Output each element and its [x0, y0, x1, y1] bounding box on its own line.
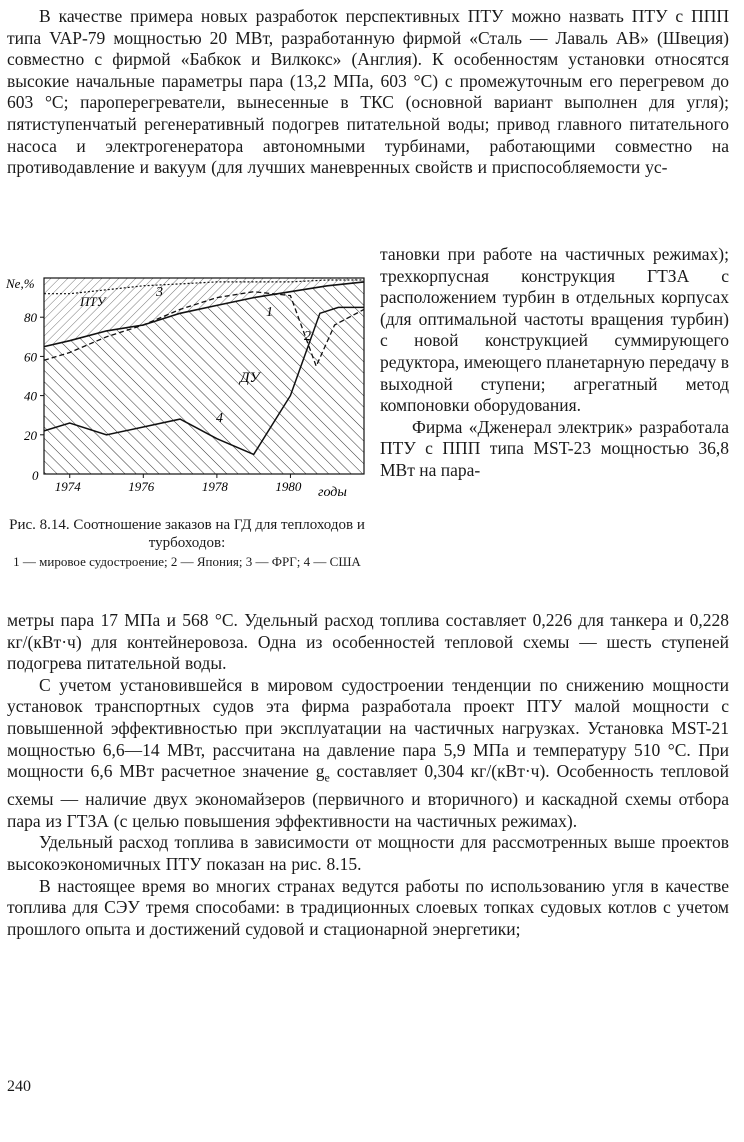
y-tick-label: 60	[24, 349, 37, 365]
paragraph-mst21-text: С учетом установившейся в мировом судостроении тенденции по снижению мощности установок транспортных судов эта фирма разработала проект ПТУ малой мощности с повышенной эффективностью при эксплуатации на частичных нагрузках. Установка MST-21 мощностью 6,6—14 МВт, рассчитана на давление пара 5,9 МПа и температуру 510 °С. При мощности 6,6 МВт расчетное значение g	[7, 674, 729, 782]
x-axis-unit-label: годы	[318, 485, 347, 500]
origin-label: 0	[32, 468, 39, 483]
paragraph-ge-intro: Фирма «Дженерал электрик» разработала ПТУ с ППП типа MST-23 мощностью 36,8 МВт на пара-	[380, 416, 729, 480]
figure-8-14	[4, 274, 374, 506]
text-column-right	[380, 244, 729, 482]
text-block-bottom	[7, 610, 729, 940]
paragraph-mst21	[7, 675, 729, 833]
paragraph-mst21-text-rest: составляет 0,304 кг/(кВт·ч). Особенность тепловой схемы — наличие двух экономайзеров (первичного и вторичного) и каскадной схемы отбора пара из ГТЗА (с целью повышения эффективности на частичных режимах).	[7, 761, 729, 831]
paragraph-coal-usage: В настоящее время во многих странах ведутся работы по использованию угля в качестве топлива для СЭУ тремя способами: в традиционных слоевых топках судовых котлов с учетом прошлого опыта и достижений судовой и стационарной энергетики;	[7, 875, 729, 939]
curve-label-3: 3	[156, 285, 163, 300]
figure-caption: Рис. 8.14. Соотношение заказов на ГД для теплоходов и турбоходов:	[9, 517, 365, 551]
x-tick-label: 1980	[275, 479, 302, 494]
paragraph-mst21-subscript: e	[324, 770, 330, 785]
y-axis-label: Ne,%	[6, 276, 35, 291]
paragraph-mst23-continued: метры пара 17 МПа и 568 °С. Удельный расход топлива составляет 0,226 для танкера и 0,228 кг/(кВт·ч) для контейнеровоза. Одна из особенностей тепловой схемы — шесть ступеней подогрева питательной воды.	[7, 610, 729, 674]
paragraph-column-1: тановки при работе на частичных режимах); трехкорпусная конструкция ГТЗА с расположением турбин в отдельных корпусах (для оптимальной частоты вращения турбин) с новой конструкцией суммирующего редуктора, имеющего планетарную передачу в выходной ступени; агрегатный метод компоновки оборудования.	[380, 244, 729, 416]
paragraph-fuel-consumption: Удельный расход топлива в зависимости от мощности для рассмотренных выше проектов высокоэкономичных ПТУ показан на рис. 8.15.	[7, 832, 729, 875]
x-tick-label: 1976	[128, 479, 155, 494]
curve-label-2: 2	[304, 329, 311, 344]
figure-legend: 1 — мировое судостроение; 2 — Япония; 3 — ФРГ; 4 — США	[13, 554, 361, 569]
paragraph-vap79: В качестве примера новых разработок перспективных ПТУ можно назвать ПТУ с ППП типа VAP-79 мощностью 20 МВт, разработанную фирмой «Сталь — Лаваль АВ» (Швеция) совместно с фирмой «Бабкок и Вилкокс» (Англия). К особенностям установки относятся высокие начальные параметры пара (13,2 МПа, 603 °С) с промежуточным его перегревом до 603 °С; пароперегреватели, вынесенные в ТКС (основной вариант выполнен для угля); пятиступенчатый регенеративный подогрев питательной воды; привод главного питательного насоса и электрогенератора автономными турбинами, работающими совместно на противодавление и вакуум (для лучших маневренных свойств и приспособляемости ус-	[7, 6, 729, 178]
text-block-top	[7, 6, 729, 179]
y-tick-label: 40	[24, 388, 37, 404]
x-tick-label: 1974	[54, 479, 81, 494]
figure-chart	[4, 274, 374, 506]
x-tick-label: 1978	[201, 479, 228, 494]
region-label-du: ДУ	[240, 370, 260, 386]
y-tick-label: 20	[24, 427, 37, 443]
page-number: 240	[7, 1078, 31, 1095]
y-tick-label: 80	[24, 310, 37, 326]
region-label-ptu: ПТУ	[80, 294, 106, 309]
curve-label-1: 1	[266, 305, 273, 320]
curve-label-4: 4	[216, 411, 223, 426]
